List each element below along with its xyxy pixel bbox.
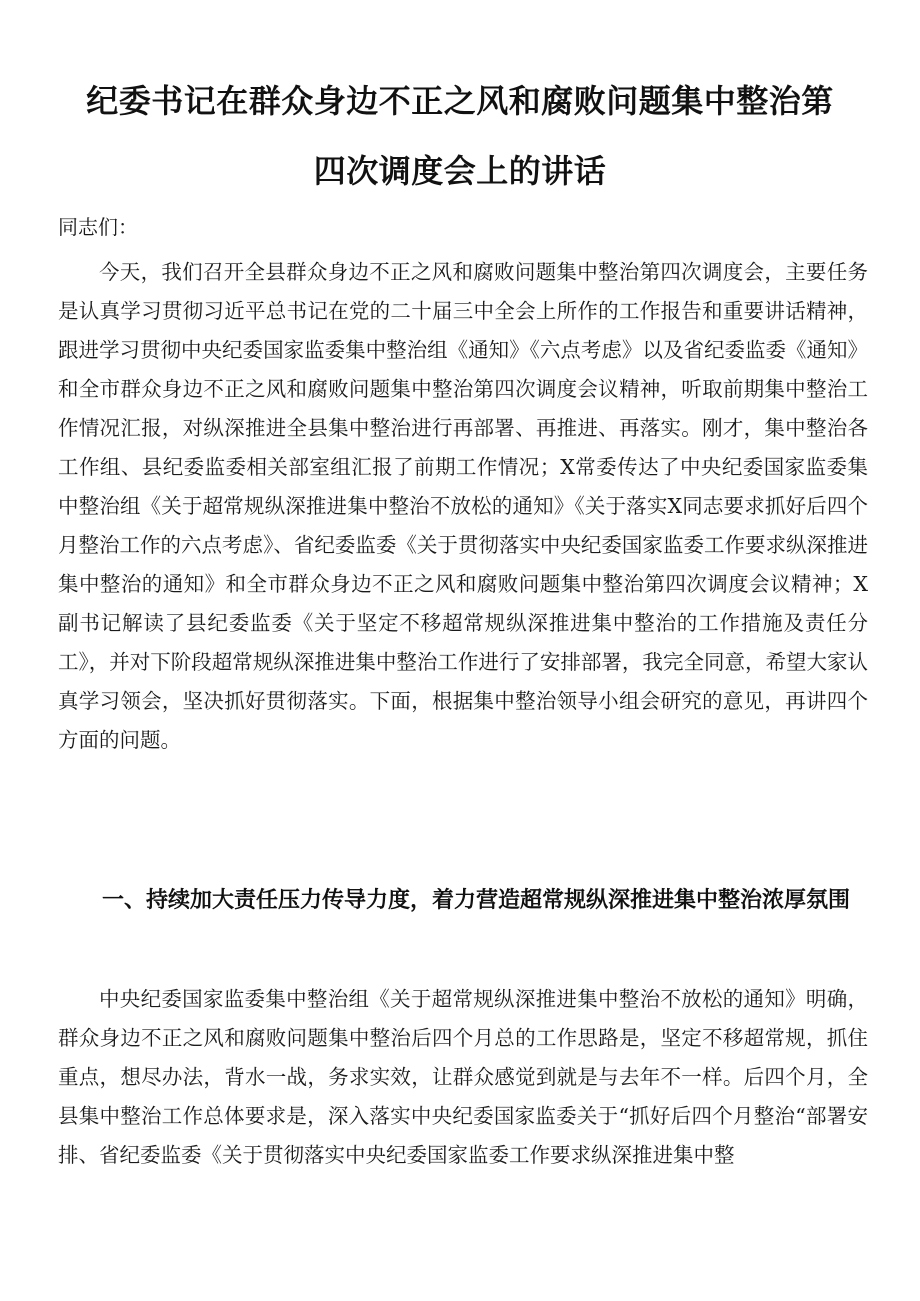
body-paragraph-1: 今天，我们召开全县群众身边不正之风和腐败问题集中整治第四次调度会，主要任务是认真学习贯彻习近平总书记在党的二十届三中全会上所作的工作报告和重要讲话精神，跟进学习贯彻中央纪委国家监委集中整治组《通知》《六点考虑》以及省纪委监委《通知》和全市群众身边不正之风和腐败问题集中整治第四次调度会议精神，听取前期集中整治工作情况汇报，对纵深推进全县集中整治进行再部署、再推进、再落实。刚才，集中整治各工作组、县纪委监委相关部室组汇报了前期工作情况；X常委传达了中央纪委国家监委集中整治组《关于超常规纵深推进集中整治不放松的通知》《关于落实X同志要求抓好后四个月整治工作的六点考虑》、省纪委监委《关于贯彻落实中央纪委国家监委工作要求纵深推进集中整治的通知》和全市群众身边不正之风和腐败问题集中整治第四次调度会议精神；X副书记解读了县纪委监委《关于坚定不移超常规纵深推进集中整治的工作措施及责任分工》，并对下阶段超常规纵深推进集中整治工作进行了安排部署，我完全同意，希望大家认真学习领会，坚决抓好贯彻落实。下面，根据集中整治领导小组会研究的意见，再讲四个方面的问题。	[58, 260, 868, 752]
body-paragraph-2: 中央纪委国家监委集中整治组《关于超常规纵深推进集中整治不放松的通知》明确，群众身边不正之风和腐败问题集中整治后四个月总的工作思路是，坚定不移超常规，抓住重点，想尽办法，背水一战，务求实效，让群众感觉到就是与去年不一样。后四个月，全县集中整治工作总体要求是，深入落实中央纪委国家监委关于“抓好后四个月整治“部署安排、省纪委监委《关于贯彻落实中央纪委国家监委工作要求纵深推进集中整	[58, 987, 868, 1167]
document-title-line-1: 纪委书记在群众身边不正之风和腐败问题集中整治第	[86, 82, 834, 120]
section-heading-1: 一、持续加大责任压力传导力度，着力营造超常规纵深推进集中整治浓厚氛围	[102, 888, 851, 913]
document-title-line-2: 四次调度会上的讲话	[313, 152, 607, 190]
salutation: 同志们：	[58, 215, 138, 239]
